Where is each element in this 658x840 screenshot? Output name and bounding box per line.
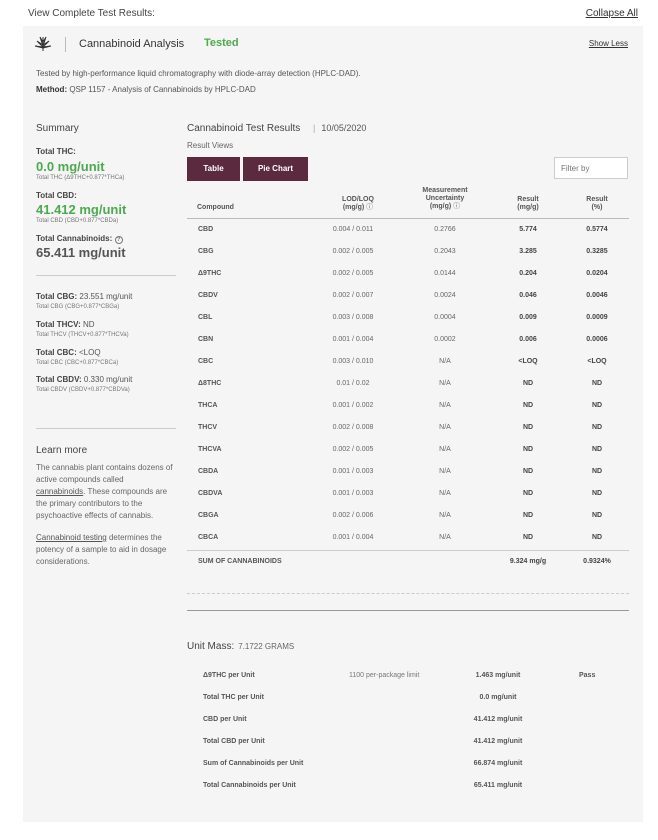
learn-more-paragraph-2 bbox=[36, 532, 174, 568]
row-result-mg: 0.204 bbox=[519, 270, 537, 277]
cannabis-leaf-icon bbox=[33, 34, 53, 54]
unit-row-value: 41.412 mg/unit bbox=[473, 738, 523, 745]
row-result-pct: ND bbox=[591, 380, 603, 387]
row-result-pct: ND bbox=[591, 468, 603, 475]
row-lod-loq: 0.001 / 0.004 bbox=[332, 336, 374, 343]
table-view-button[interactable]: Table bbox=[187, 157, 240, 181]
row-lod-loq: 0.001 / 0.004 bbox=[332, 534, 374, 541]
cannabinoid-analysis-panel bbox=[23, 26, 643, 822]
row-compound: CBDVA bbox=[198, 490, 223, 497]
total-cbd-formula: Total CBD (CBD+0.877*CBDa) bbox=[36, 218, 119, 224]
unit-row-name: CBD per Unit bbox=[203, 716, 247, 723]
header-lod-line1: LOD/LOQ bbox=[342, 196, 374, 203]
row-uncertainty: N/A bbox=[439, 446, 451, 453]
analysis-title: Cannabinoid Analysis bbox=[79, 38, 185, 50]
row-result-mg: <LOQ bbox=[518, 358, 538, 365]
header-unc-unit: (mg/g) bbox=[429, 203, 452, 210]
total-cbg-formula: Total CBG (CBG+0.877*CBGa) bbox=[36, 304, 120, 310]
header-compound: Compound bbox=[197, 204, 234, 211]
analysis-method bbox=[36, 85, 256, 94]
total-thcv-formula: Total THCV (THCV+0.877*THCVa) bbox=[36, 332, 129, 338]
row-compound: Δ8THC bbox=[198, 380, 222, 387]
row-lod-loq: 0.001 / 0.002 bbox=[332, 402, 374, 409]
row-lod-loq: 0.002 / 0.006 bbox=[332, 512, 374, 519]
row-result-pct: 0.0204 bbox=[586, 270, 608, 277]
header-result-pct bbox=[573, 196, 621, 212]
header-lod-loq bbox=[323, 196, 393, 212]
total-thc-value: 0.0 mg/unit bbox=[36, 159, 105, 174]
row-uncertainty: 0.0024 bbox=[434, 292, 456, 299]
header-unc-line3 bbox=[408, 203, 482, 211]
row-compound: CBCA bbox=[198, 534, 219, 541]
total-cbc-formula: Total CBC (CBC+0.877*CBCa) bbox=[36, 360, 119, 366]
summary-title: Summary bbox=[36, 123, 79, 134]
lod-info-icon[interactable]: ⓘ bbox=[366, 204, 374, 211]
row-uncertainty: N/A bbox=[439, 468, 451, 475]
result-views-label: Result Views bbox=[187, 141, 234, 150]
analysis-description: Tested by high-performance liquid chromatography with diode-array detection (HPLC-DAD). bbox=[36, 69, 361, 78]
row-lod-loq: 0.01 / 0.02 bbox=[336, 380, 370, 387]
row-lod-loq: 0.002 / 0.005 bbox=[332, 248, 374, 255]
unit-mass-value: 7.1722 GRAMS bbox=[238, 642, 295, 651]
row-result-mg: ND bbox=[522, 446, 534, 453]
row-compound: THCVA bbox=[198, 446, 222, 453]
sum-divider bbox=[187, 550, 629, 551]
total-cannabinoids-value: 65.411 mg/unit bbox=[36, 245, 126, 260]
analysis-header bbox=[23, 26, 643, 62]
row-result-pct: 0.3285 bbox=[586, 248, 608, 255]
row-lod-loq: 0.002 / 0.007 bbox=[332, 292, 374, 299]
row-result-mg: 0.046 bbox=[519, 292, 537, 299]
row-lod-loq: 0.004 / 0.011 bbox=[332, 226, 374, 233]
row-uncertainty: N/A bbox=[439, 358, 451, 365]
unit-mass bbox=[187, 641, 294, 652]
learn-more-title: Learn more bbox=[36, 445, 88, 456]
total-cbd-value: 41.412 mg/unit bbox=[36, 202, 127, 217]
cannabinoid-testing-link[interactable]: Cannabinoid testing bbox=[36, 533, 107, 542]
row-uncertainty: N/A bbox=[439, 512, 451, 519]
row-compound: CBDV bbox=[198, 292, 218, 299]
row-result-pct: ND bbox=[591, 446, 603, 453]
header-divider bbox=[65, 37, 66, 52]
sum-percent: 0.9324% bbox=[583, 558, 611, 565]
total-cbg-row bbox=[36, 292, 132, 301]
tested-status-badge: Tested bbox=[204, 37, 239, 49]
unit-row-name: Δ9THC per Unit bbox=[203, 672, 255, 679]
info-icon[interactable]: ? bbox=[115, 236, 123, 244]
row-uncertainty: 0.2766 bbox=[434, 226, 456, 233]
test-results-title: Cannabinoid Test Results bbox=[187, 123, 301, 134]
row-lod-loq: 0.003 / 0.010 bbox=[332, 358, 374, 365]
total-cbg-label: Total CBG: bbox=[36, 292, 78, 301]
filter-input[interactable] bbox=[554, 157, 628, 179]
row-result-mg: ND bbox=[522, 402, 534, 409]
header-pct-line2: (%) bbox=[591, 204, 603, 211]
total-thc-label: Total THC: bbox=[36, 147, 76, 156]
header-pct-line1: Result bbox=[586, 196, 608, 203]
row-result-mg: ND bbox=[522, 468, 534, 475]
row-result-mg: ND bbox=[522, 512, 534, 519]
method-value: QSP 1157 - Analysis of Cannabinoids by HPLC-DAD bbox=[67, 85, 256, 94]
total-thcv-row bbox=[36, 320, 95, 329]
row-lod-loq: 0.001 / 0.003 bbox=[332, 490, 374, 497]
header-res-line1: Result bbox=[517, 196, 539, 203]
row-result-pct: ND bbox=[591, 402, 603, 409]
total-thcv-label: Total THCV: bbox=[36, 320, 81, 329]
row-result-pct: 0.0006 bbox=[586, 336, 608, 343]
row-lod-loq: 0.001 / 0.003 bbox=[332, 468, 374, 475]
row-result-pct: 0.0046 bbox=[586, 292, 608, 299]
total-cannabinoids-label-text: Total Cannabinoids: bbox=[36, 234, 113, 243]
row-uncertainty: N/A bbox=[439, 402, 451, 409]
row-compound: CBL bbox=[198, 314, 213, 321]
row-result-pct: ND bbox=[591, 490, 603, 497]
row-compound: CBGA bbox=[198, 512, 219, 519]
row-result-pct: ND bbox=[591, 512, 603, 519]
header-res-line2: (mg/g) bbox=[517, 204, 539, 211]
row-result-mg: ND bbox=[522, 424, 534, 431]
unit-row-value: 1.463 mg/unit bbox=[475, 672, 521, 679]
total-cbdv-row bbox=[36, 375, 132, 384]
learn-text-part: determines the potency of a sample to aid in dosage considerations. bbox=[36, 533, 167, 566]
total-cbc-value: <LOQ bbox=[78, 348, 101, 357]
cannabinoids-link[interactable]: cannabinoids bbox=[36, 487, 84, 496]
view-complete-label: View Complete Test Results: bbox=[28, 8, 155, 19]
unit-row-limit: 1100 per-package limit bbox=[349, 672, 420, 679]
row-lod-loq: 0.002 / 0.008 bbox=[332, 424, 374, 431]
unit-row-name: Total Cannabinoids per Unit bbox=[203, 782, 296, 789]
unit-mass-label: Unit Mass: bbox=[187, 641, 235, 652]
total-cbg-value: 23.551 mg/unit bbox=[79, 292, 133, 301]
row-compound: THCV bbox=[198, 424, 218, 431]
row-uncertainty: 0.0144 bbox=[434, 270, 456, 277]
show-less-link[interactable]: Show Less bbox=[588, 39, 628, 48]
unit-row-name: Total THC per Unit bbox=[203, 694, 264, 701]
row-compound: CBDA bbox=[198, 468, 219, 475]
header-unc-line2: Uncertainty bbox=[425, 195, 465, 202]
collapse-all-link[interactable]: Collapse All bbox=[585, 8, 638, 19]
header-uncertainty bbox=[408, 187, 482, 211]
row-result-mg: 0.009 bbox=[519, 314, 537, 321]
row-lod-loq: 0.002 / 0.005 bbox=[332, 446, 374, 453]
top-bar bbox=[0, 0, 658, 26]
header-result-mg bbox=[503, 196, 553, 212]
total-cbdv-label: Total CBDV: bbox=[36, 375, 82, 384]
row-compound: CBD bbox=[198, 226, 214, 233]
summary-divider bbox=[36, 275, 176, 276]
row-result-mg: 0.006 bbox=[519, 336, 537, 343]
header-lod-unit: (mg/g) bbox=[342, 204, 365, 211]
total-cbc-row bbox=[36, 348, 101, 357]
row-lod-loq: 0.003 / 0.008 bbox=[332, 314, 374, 321]
row-compound: Δ9THC bbox=[198, 270, 222, 277]
row-result-pct: ND bbox=[591, 534, 603, 541]
total-cbdv-value: 0.330 mg/unit bbox=[83, 375, 133, 384]
total-thcv-value: ND bbox=[82, 320, 95, 329]
unit-row-name: Sum of Cannabinoids per Unit bbox=[203, 760, 304, 767]
row-result-mg: 5.774 bbox=[519, 226, 537, 233]
row-compound: CBN bbox=[198, 336, 214, 343]
row-compound: CBC bbox=[198, 358, 214, 365]
learn-text-part: . These compounds are the primary contributors to the psychoactive effects of cannabis. bbox=[36, 487, 168, 520]
row-uncertainty: N/A bbox=[439, 424, 451, 431]
row-compound: THCA bbox=[198, 402, 218, 409]
row-compound: CBG bbox=[198, 248, 214, 255]
unit-row-status: Pass bbox=[579, 672, 596, 679]
row-uncertainty: 0.0004 bbox=[434, 314, 456, 321]
row-uncertainty: N/A bbox=[439, 534, 451, 541]
learn-text-part: The cannabis plant contains dozens of active compounds called bbox=[36, 463, 173, 484]
row-uncertainty: N/A bbox=[439, 490, 451, 497]
unit-row-value: 0.0 mg/unit bbox=[479, 694, 517, 701]
solid-divider bbox=[187, 610, 629, 611]
table-header-divider bbox=[187, 218, 629, 219]
unit-row-value: 66.874 mg/unit bbox=[473, 760, 523, 767]
unit-row-name: Total CBD per Unit bbox=[203, 738, 265, 745]
header-lod-line2 bbox=[323, 204, 393, 212]
row-lod-loq: 0.002 / 0.005 bbox=[332, 270, 374, 277]
row-uncertainty: N/A bbox=[439, 380, 451, 387]
learn-more-paragraph bbox=[36, 462, 174, 522]
uncertainty-info-icon[interactable]: ⓘ bbox=[453, 203, 461, 210]
method-label: Method: bbox=[36, 85, 68, 94]
total-thc-formula: Total THC (Δ9THC+0.877*THCa) bbox=[36, 175, 125, 181]
sum-label: SUM OF CANNABINOIDS bbox=[198, 558, 282, 565]
unit-row-value: 65.411 mg/unit bbox=[473, 782, 523, 789]
row-result-mg: ND bbox=[522, 534, 534, 541]
pie-chart-view-button[interactable]: Pie Chart bbox=[243, 157, 308, 181]
row-result-pct: ND bbox=[591, 424, 603, 431]
row-result-pct: <LOQ bbox=[587, 358, 607, 365]
header-unc-line1: Measurement bbox=[422, 187, 468, 194]
test-results-date: | 10/05/2020 bbox=[313, 123, 366, 133]
row-result-pct: 0.5774 bbox=[586, 226, 608, 233]
sum-result: 9.324 mg/g bbox=[509, 558, 547, 565]
row-result-mg: ND bbox=[522, 380, 534, 387]
row-result-mg: 3.285 bbox=[519, 248, 537, 255]
row-uncertainty: 0.2043 bbox=[434, 248, 456, 255]
total-cannabinoids-label bbox=[36, 234, 123, 244]
total-cbdv-formula: Total CBDV (CBDV+0.877*CBDVa) bbox=[36, 387, 130, 393]
learn-divider bbox=[36, 428, 176, 429]
unit-row-value: 41.412 mg/unit bbox=[473, 716, 523, 723]
dashed-divider bbox=[187, 593, 629, 594]
row-result-pct: 0.0009 bbox=[586, 314, 608, 321]
row-result-mg: ND bbox=[522, 490, 534, 497]
row-uncertainty: 0.0002 bbox=[434, 336, 456, 343]
total-cbc-label: Total CBC: bbox=[36, 348, 77, 357]
total-cbd-label: Total CBD: bbox=[36, 191, 77, 200]
